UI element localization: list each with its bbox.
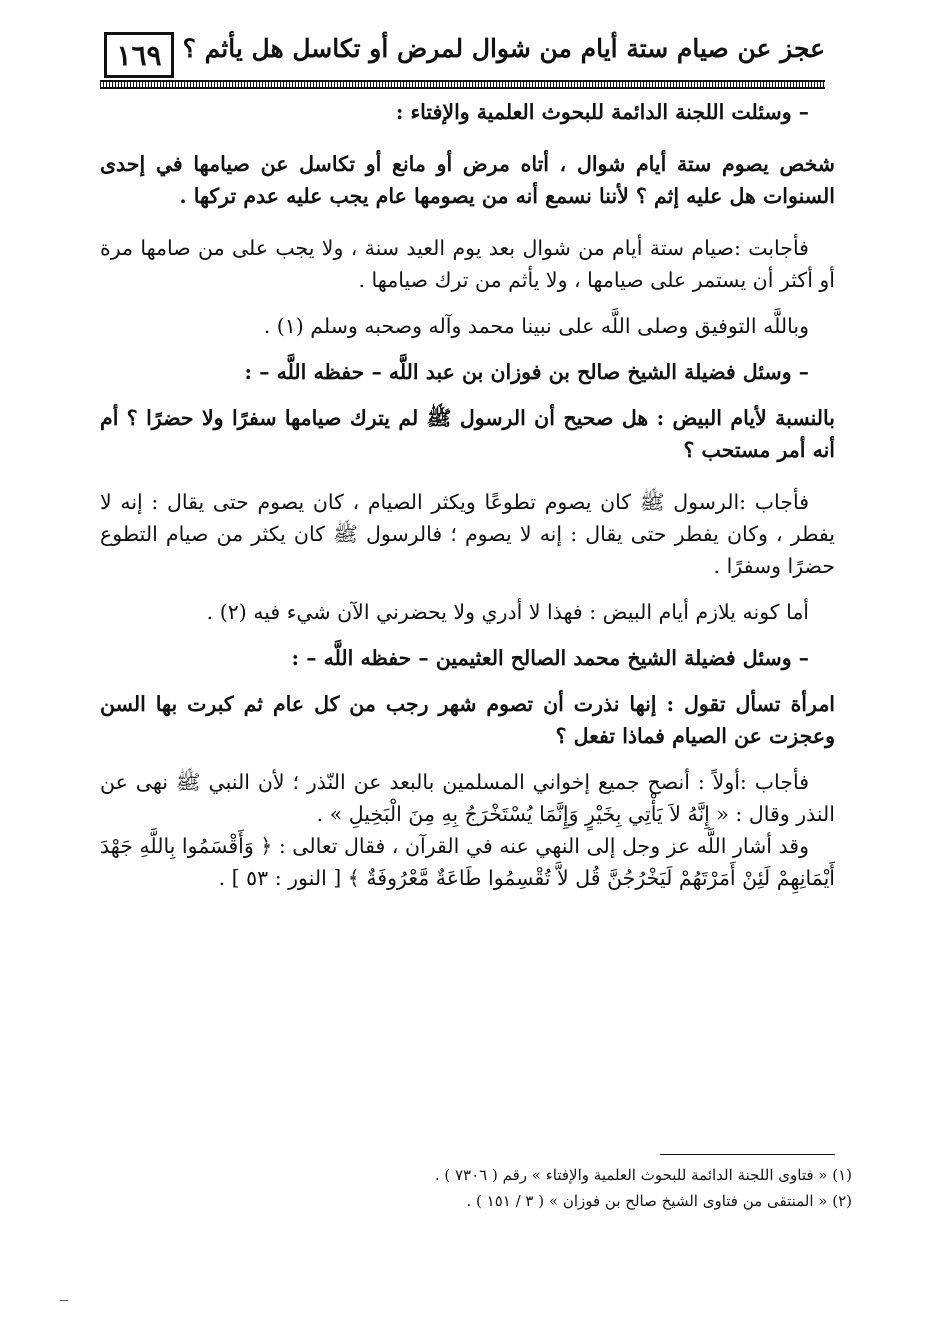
- scan-mark: [60, 1300, 68, 1301]
- answer-text: وقد أشار اللَّه عز وجل إلى النهي عنه في القرآن ، فقال تعالى : ﴿ وَأَقْسَمُوا بِاللَّهِ جَهْدَ أَيْمَانِهِمْ لَئِنْ أَمَرْتَهُمْ لَيَخْرُجُنَّ قُل لاَّ تُقْسِمُوا طَاعَةٌ مَّعْرُوفَةٌ ﴾ [ النور : ٥٣ ] .: [100, 834, 835, 890]
- page-number-box: [104, 32, 174, 78]
- question-intro: – وسئلت اللجنة الدائمة للبحوث العلمية والإفتاء :: [395, 100, 809, 124]
- footnotes: [200, 1162, 852, 1214]
- footnote-rule: [660, 1154, 835, 1155]
- question-text: شخص يصوم ستة أيام شوال ، أتاه مرض أو مانع أو تكاسل عن صيامها في إحدى السنوات هل عليه إثم ؟ لأننا نسمع أنه من يصومها عام يجب عليه عدم تركها .: [100, 152, 835, 208]
- main-text: [100, 96, 835, 894]
- answer-text: فأجاب :الرسول ﷺ كان يصوم تطوعًا ويكثر الصيام ، كان يصوم حتى يقال : إنه لا يفطر ، وكان يفطر حتى يقال : إنه لا يصوم ؛ فالرسول ﷺ كان يكثر من صيام التطوع حضرًا وسفرًا .: [100, 490, 835, 578]
- header-rule: [100, 80, 825, 89]
- question-intro: – وسئل فضيلة الشيخ محمد الصالح العثيمين – حفظه اللَّه – :: [291, 646, 809, 670]
- footnote: (٢) « المنتقى من فتاوى الشيخ صالح بن فوزان » ( ٣ / ١٥١ ) .: [466, 1192, 852, 1210]
- question-text: امرأة تسأل تقول : إنها نذرت أن تصوم شهر رجب من كل عام ثم كبرت بها السن وعجزت عن الصيام فماذا تفعل ؟: [100, 692, 835, 748]
- answer-text: فأجاب :أولاً : أنصح جميع إخواني المسلمين بالبعد عن النّذر ؛ لأن النبي ﷺ نهى عن النذر وقال : « إِنَّهُ لاَ يَأْتِي بِخَيْرٍ وَإِنَّمَا يُسْتَخْرَجُ بِهِ مِنَ الْبَخِيلِ » .: [100, 770, 835, 826]
- question-intro: – وسئل فضيلة الشيخ صالح بن فوزان بن عبد اللَّه – حفظه اللَّه – :: [244, 360, 809, 384]
- question-text: بالنسبة لأيام البيض : هل صحيح أن الرسول ﷺ لم يترك صيامها سفرًا ولا حضرًا ؟ أم أنه أمر مستحب ؟: [100, 406, 835, 462]
- answer-text: أما كونه يلازم أيام البيض : فهذا لا أدري ولا يحضرني الآن شيء فيه (٢) .: [206, 600, 809, 624]
- page-title: عجز عن صيام ستة أيام من شوال لمرض أو تكاسل هل يأثم ؟: [182, 34, 825, 63]
- footnote: (١) « فتاوى اللجنة الدائمة للبحوث العلمية والإفتاء » رقم ( ٧٣٠٦ ) .: [434, 1166, 852, 1184]
- closing-text: وباللَّه التوفيق وصلى اللَّه على نبينا محمد وآله وصحبه وسلم (١) .: [263, 314, 809, 338]
- page-number: ١٦٩: [116, 38, 162, 72]
- running-header: [100, 28, 825, 90]
- answer-text: فأجابت :صيام ستة أيام من شوال بعد يوم العيد سنة ، ولا يجب على من صامها مرة أو أكثر أن يستمر على صيامها ، ولا يأثم من ترك صيامها .: [100, 236, 835, 292]
